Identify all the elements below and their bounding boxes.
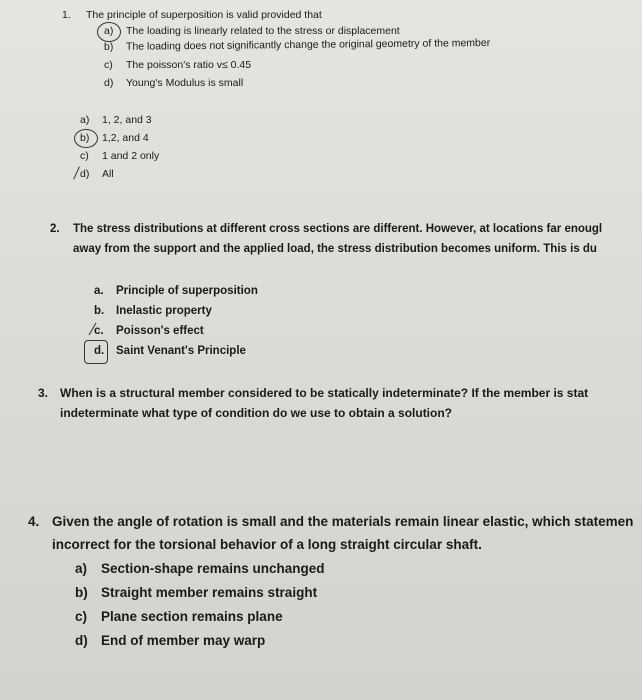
statement-b [104,37,490,53]
question-4-line-1 [28,514,633,529]
statement-label: b) [103,40,114,53]
choice-text: 1, 2, and 3 [102,114,152,126]
choice-label: d) [80,168,90,180]
choice-label: a) [80,114,90,126]
question-number: 4. [28,514,40,529]
statement-a [104,25,400,37]
choice-c [94,325,204,337]
question-number: 1. [62,9,71,21]
choice-text: Principle of superposition [116,285,258,297]
question-text: Given the angle of rotation is small and the materials remain linear elastic, which statemen [52,514,634,529]
question-1 [62,9,322,21]
choice-d [75,633,265,648]
question-stem: The principle of superposition is valid provided that [86,9,322,21]
statement-d [104,77,243,89]
handwritten-box-mark [84,340,108,364]
statement-label: d) [104,77,114,89]
choice-c [75,609,283,624]
statement-text: The loading does not significantly change the original geometry of the member [125,36,491,53]
question-text: away from the support and the applied load, the stress distribution becomes uniform. This is du [73,243,597,255]
statement-label: c) [104,59,113,71]
choice-text: 1,2, and 4 [102,132,149,144]
question-text: When is a structural member considered to be statically indeterminate? If the member is stat [60,386,589,400]
choice-text: Plane section remains plane [101,609,283,624]
choice-a [94,285,258,297]
handwritten-circle-mark [74,129,98,148]
choice-c [80,150,159,162]
choice-label: c) [80,150,89,162]
question-2-line-2 [73,243,597,255]
choice-text: Section-shape remains unchanged [101,561,325,576]
choice-d [80,168,114,180]
choice-text: Poisson's effect [116,325,204,337]
choice-a [75,561,325,576]
choice-label: c) [75,609,88,624]
question-3-line-1 [38,386,588,400]
question-2-line-1 [50,223,602,235]
statement-text: Young's Modulus is small [126,77,244,89]
question-3-line-2 [60,406,452,420]
choice-label: c. [94,325,104,337]
handwritten-tick-mark [73,166,80,179]
statement-label: a) [104,25,114,37]
choice-b [75,585,317,600]
statement-text: The poisson's ratio v≤ 0.45 [126,59,252,71]
choice-label: b) [80,132,90,144]
question-number: 2. [50,223,60,235]
choice-label: b) [75,585,88,600]
choice-a [80,114,152,126]
choice-text: Saint Venant's Principle [116,345,246,357]
question-text: indeterminate what type of condition do we use to obtain a solution? [60,406,453,420]
question-text: The stress distributions at different cross sections are different. However, at locations far enougl [73,223,603,235]
choice-text: All [102,168,114,180]
choice-text: Straight member remains straight [101,585,318,600]
statement-c [104,59,251,71]
choice-b [94,305,212,317]
question-4-line-2 [52,537,482,552]
choice-text: Inelastic property [116,305,212,317]
question-number: 3. [38,386,49,400]
question-text: incorrect for the torsional behavior of a long straight circular shaft. [52,537,482,552]
choice-text: 1 and 2 only [102,150,160,162]
choice-label: d) [75,633,88,648]
choice-label: b. [94,305,105,317]
choice-text: End of member may warp [101,633,266,648]
handwritten-circle-mark [97,22,121,42]
choice-label: d. [94,345,105,357]
choice-label: a) [75,561,88,576]
choice-d [94,345,246,357]
statement-text: The loading is linearly related to the stress or displacement [126,25,400,37]
choice-label: a. [94,285,104,297]
